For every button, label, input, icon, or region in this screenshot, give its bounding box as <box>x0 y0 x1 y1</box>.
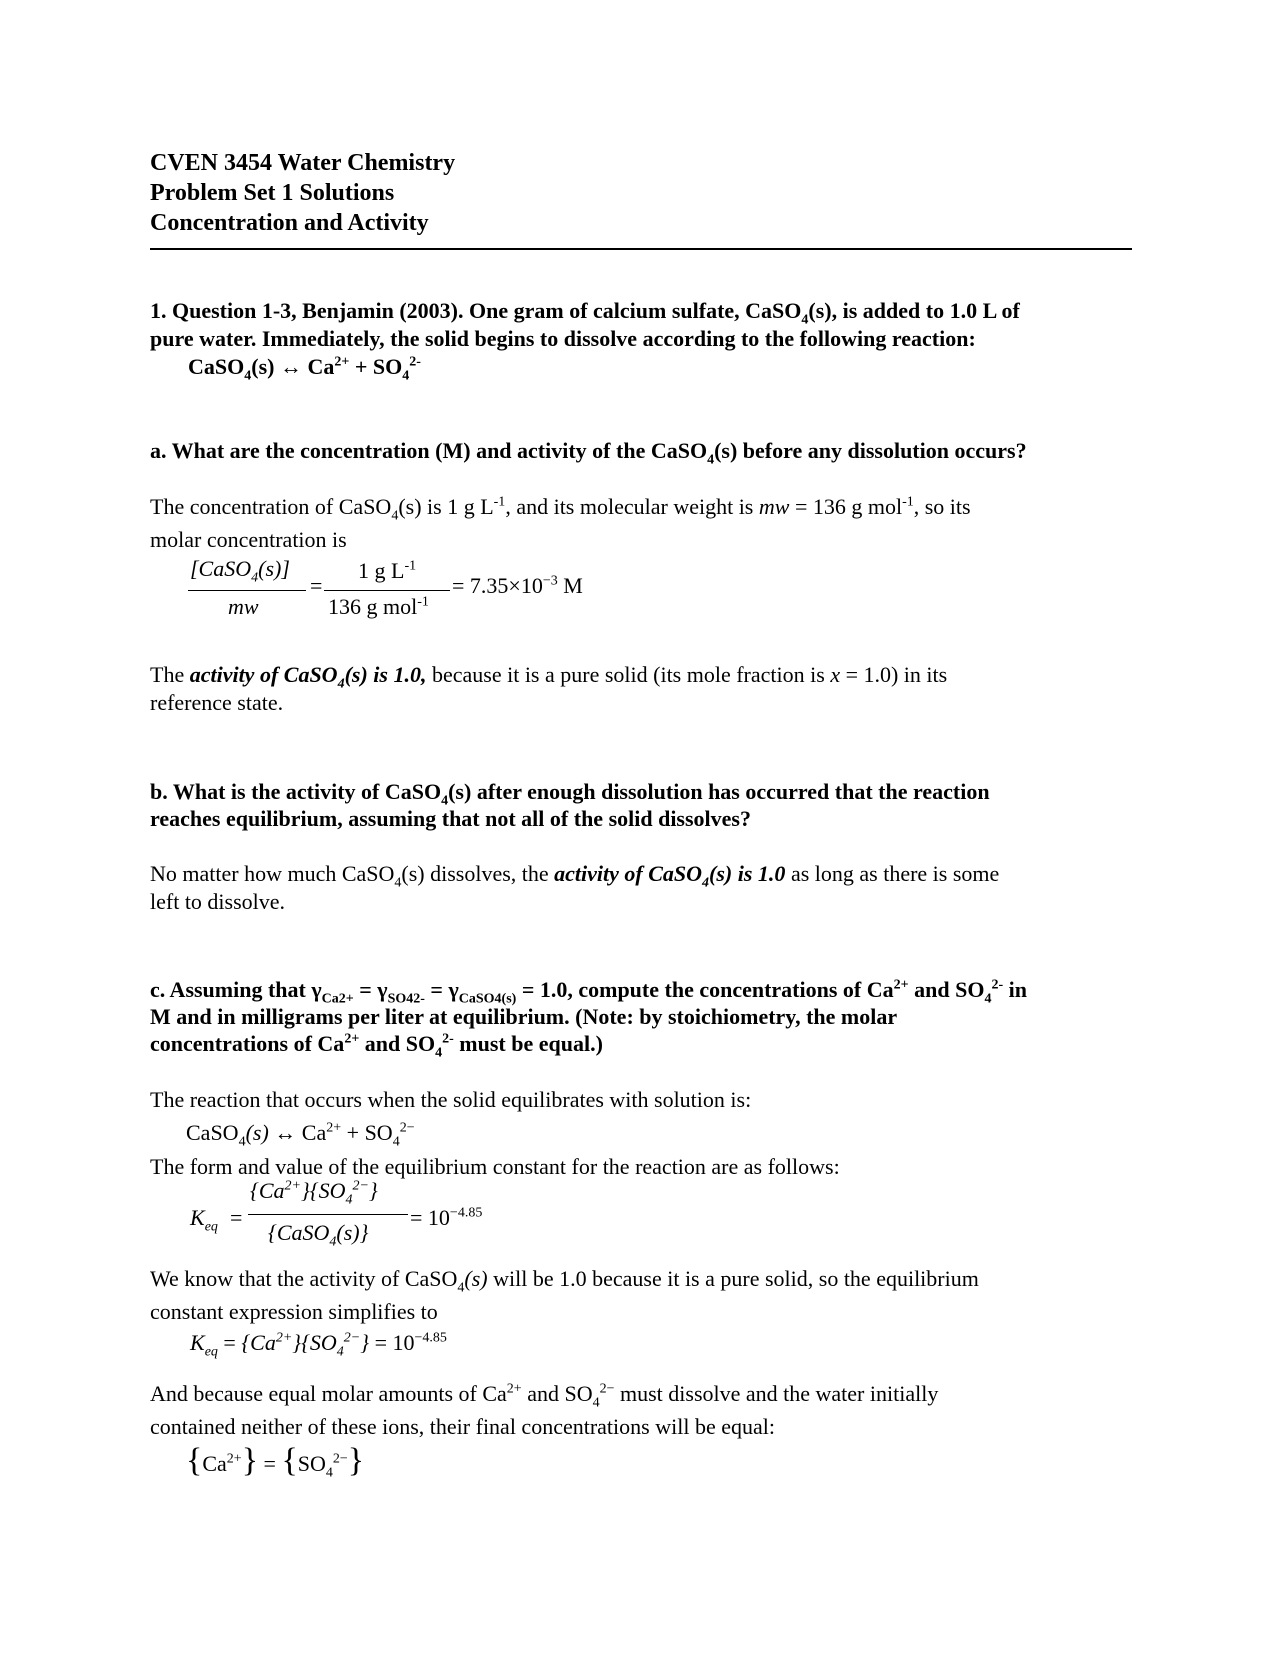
eq-text: SO <box>318 1178 346 1203</box>
question-c-line3 <box>150 1030 603 1061</box>
text: = γ <box>424 977 459 1002</box>
eq-text: 1 g L <box>358 558 405 583</box>
text: b. What is the activity of CaSO <box>150 779 442 804</box>
sub: 4 <box>435 1045 443 1061</box>
eq-denominator-left: mw <box>228 594 259 619</box>
sup: 2+ <box>275 1330 293 1346</box>
final-equality <box>186 1442 364 1480</box>
text: And because equal molar amounts of Ca <box>150 1381 507 1406</box>
brace: } <box>368 1178 378 1203</box>
rxn-text: + SO <box>349 354 403 379</box>
sub: 4 <box>238 1134 246 1150</box>
sup: 2- <box>409 354 421 370</box>
brace: } <box>300 1178 310 1203</box>
eq-numerator-right <box>358 558 416 584</box>
eq-text: M <box>557 573 583 598</box>
sub: 4 <box>337 676 345 692</box>
eq-text: (s) <box>336 1220 360 1245</box>
sup: 2- <box>442 1031 454 1047</box>
sup: -1 <box>902 494 914 510</box>
text: (s) is 1 g L <box>398 494 494 519</box>
text: and SO <box>521 1381 593 1406</box>
sub: 4 <box>392 1134 400 1150</box>
answer-b-line2: left to dissolve. <box>150 889 286 914</box>
eq-text: = 10 <box>410 1205 450 1230</box>
sub: 4 <box>336 1344 344 1360</box>
sub: 4 <box>707 452 715 468</box>
answer-c-p3-line2: constant expression simplifies to <box>150 1299 438 1324</box>
text: , and its molecular weight is <box>505 494 754 519</box>
brace: } <box>292 1330 302 1355</box>
sup: 2+ <box>344 1031 360 1047</box>
text: because it is a pure solid (its mole fraction is <box>431 662 825 687</box>
brace: } <box>241 1442 259 1479</box>
sub: 4 <box>345 1192 353 1208</box>
text: (s) <box>464 1266 488 1291</box>
sup: -1 <box>404 558 417 574</box>
brace: { <box>268 1220 277 1245</box>
sup: 2− <box>352 1178 369 1194</box>
rxn-text: (s) ↔ Ca <box>251 354 335 379</box>
sup: 2+ <box>893 977 909 993</box>
question-b-line2: reaches equilibrium, assuming that not all of the solid dissolves? <box>150 806 751 831</box>
question-1-line1 <box>150 297 1020 328</box>
answer-a-activity-line2: reference state. <box>150 690 284 715</box>
answer-a-line2: molar concentration is <box>150 527 347 552</box>
q1-text: Question 1-3, Benjamin (2003). One gram of calcium sulfate, CaSO <box>172 298 802 323</box>
question-b-line1 <box>150 778 990 809</box>
question-1-line2: pure water. Immediately, the solid begins to dissolve according to the following reaction: <box>150 326 976 351</box>
sup: 2+ <box>506 1381 522 1397</box>
text: in <box>1003 977 1027 1002</box>
sub: 4 <box>251 570 259 586</box>
text: must be equal.) <box>453 1031 603 1056</box>
sup: −4.85 <box>414 1330 447 1346</box>
text: = 1.0, compute the concentrations of Ca <box>516 977 894 1002</box>
text: = 136 g mol <box>794 494 903 519</box>
rxn-text: CaSO <box>188 354 245 379</box>
text: (s) dissolves, the <box>401 861 549 886</box>
text: = γ <box>353 977 388 1002</box>
keq-denominator <box>268 1220 369 1250</box>
answer-c-p2: The form and value of the equilibrium constant for the reaction are as follows: <box>150 1154 840 1179</box>
eq-text: SO <box>297 1451 326 1476</box>
fraction-bar-right <box>324 590 450 591</box>
text: must dissolve and the water initially <box>614 1381 939 1406</box>
mw-symbol: mw <box>758 494 790 519</box>
eq-text: CaSO <box>186 1120 239 1145</box>
keq-equals: = <box>230 1205 243 1230</box>
text: , so its <box>913 494 971 519</box>
sup: 2− <box>332 1451 348 1467</box>
keq-fraction-bar <box>248 1214 408 1215</box>
sub: Ca2+ <box>321 991 354 1007</box>
sup: −4.85 <box>449 1205 483 1221</box>
eq-text: Ca <box>202 1451 227 1476</box>
brace: { <box>309 1178 319 1203</box>
sub: CaSO4(s) <box>458 991 517 1007</box>
eq-text: = <box>223 1330 236 1355</box>
keq-numerator <box>250 1178 378 1208</box>
sub: eq <box>204 1344 218 1360</box>
eq-text: = <box>263 1451 276 1476</box>
sub: 4 <box>702 875 710 891</box>
text: No matter how much CaSO <box>150 861 395 886</box>
question-a <box>150 437 1027 468</box>
brace: } <box>359 1220 369 1245</box>
sub: 4 <box>801 312 809 328</box>
activity-emphasis <box>554 861 786 891</box>
sub: 4 <box>402 368 410 384</box>
keq-value <box>410 1205 482 1231</box>
answer-a-activity-line1 <box>150 661 948 692</box>
sub: SO42- <box>387 991 425 1007</box>
answer-c-p4-line1 <box>150 1380 939 1411</box>
question-c-line2: M and in milligrams per liter at equilibrium. (Note: by stoichiometry, the molar <box>150 1004 898 1029</box>
sup: 2+ <box>226 1451 242 1467</box>
sup: 2− <box>343 1330 361 1346</box>
q1-text-b: (s), is added to 1.0 L of <box>808 298 1020 323</box>
keq-simplified <box>190 1330 447 1360</box>
x-symbol: x <box>830 662 841 687</box>
text: activity of CaSO <box>554 861 703 886</box>
text: concentrations of Ca <box>150 1031 345 1056</box>
text: and SO <box>359 1031 436 1056</box>
brace: { <box>241 1330 251 1355</box>
eq-text: = 10 <box>374 1330 415 1355</box>
eq-text: Ca <box>258 1178 285 1203</box>
eq-text: + <box>341 1120 365 1145</box>
sub: 4 <box>391 508 399 524</box>
sub: eq <box>204 1219 218 1235</box>
qa-text-b: (s) before any dissolution occurs? <box>714 438 1027 463</box>
qa-text: a. What are the concentration (M) and activity of the CaSO <box>150 438 708 463</box>
answer-c-p4-line2: contained neither of these ions, their final concentrations will be equal: <box>150 1414 775 1439</box>
sub: 4 <box>457 1280 465 1296</box>
text: and SO <box>908 977 985 1002</box>
brace: { <box>186 1442 203 1479</box>
brace: { <box>301 1330 310 1355</box>
answer-c-p1: The reaction that occurs when the solid equilibrates with solution is: <box>150 1087 752 1112</box>
sup: 2+ <box>326 1120 342 1136</box>
sup: -1 <box>417 594 429 610</box>
sup: 2+ <box>334 354 350 370</box>
eq-equals: = <box>310 573 323 598</box>
eq-text: SO <box>364 1120 393 1145</box>
sub: 4 <box>984 991 992 1007</box>
arrow: ↔ <box>268 1120 302 1145</box>
sup: 2+ <box>284 1178 301 1194</box>
sub: 4 <box>244 368 252 384</box>
answer-b-line1 <box>150 860 1000 891</box>
eq-text: (s)] <box>258 556 290 581</box>
brace: } <box>347 1442 365 1479</box>
eq-text: = 7.35×10 <box>452 573 543 598</box>
eq-text: 136 g mol <box>328 594 418 619</box>
brace: { <box>281 1442 298 1479</box>
eq-text: (s) <box>245 1120 269 1145</box>
fraction-bar-left <box>188 590 306 591</box>
text: = 1.0) in its <box>845 662 948 687</box>
sup: 2− <box>599 1381 615 1397</box>
sup: −3 <box>542 573 558 589</box>
eq-text: CaSO <box>276 1220 330 1245</box>
sup: -1 <box>493 494 506 510</box>
text: We know that the activity of CaSO <box>150 1266 458 1291</box>
text: The <box>150 662 185 687</box>
eq-text: Ca <box>301 1120 327 1145</box>
eq-result <box>452 573 583 599</box>
eq-text: K <box>190 1330 205 1355</box>
keq-symbol <box>190 1205 218 1235</box>
brace: { <box>250 1178 259 1203</box>
text: (s) is 1.0 <box>709 861 786 886</box>
brace: } <box>360 1330 370 1355</box>
sub: 4 <box>325 1465 333 1481</box>
eq-text: SO <box>309 1330 337 1355</box>
sub: 4 <box>441 793 449 809</box>
course-title: CVEN 3454 Water Chemistry <box>150 150 456 176</box>
sup: 2- <box>991 977 1004 993</box>
text: The concentration of CaSO <box>150 494 392 519</box>
answer-a-line1 <box>150 493 971 524</box>
sub: 4 <box>592 1395 600 1411</box>
eq-numerator-left <box>190 556 290 586</box>
eq-denominator-right <box>328 594 429 620</box>
sup: 2− <box>399 1120 415 1136</box>
reaction-equation <box>186 1120 415 1150</box>
question-c-line1 <box>150 976 1027 1007</box>
eq-text: K <box>190 1205 205 1230</box>
problem-set-title: Problem Set 1 Solutions <box>150 180 395 206</box>
topic-title: Concentration and Activity <box>150 210 429 236</box>
eq-text: Ca <box>250 1330 276 1355</box>
text: will be 1.0 because it is a pure solid, so the equilibrium <box>487 1266 979 1291</box>
question-number: 1. <box>150 298 167 323</box>
text: (s) after enough dissolution has occurred that the reaction <box>448 779 990 804</box>
sub: 4 <box>329 1234 337 1250</box>
text: (s) is 1.0, <box>344 662 427 687</box>
text: c. Assuming that γ <box>150 977 322 1002</box>
q1-reaction <box>188 353 421 384</box>
header-divider <box>150 248 1132 250</box>
activity-emphasis <box>189 662 427 692</box>
text: activity of CaSO <box>189 662 338 687</box>
sub: 4 <box>394 875 402 891</box>
eq-text: [CaSO <box>190 556 252 581</box>
text: as long as there is some <box>790 861 1000 886</box>
answer-c-p3-line1 <box>150 1265 979 1296</box>
